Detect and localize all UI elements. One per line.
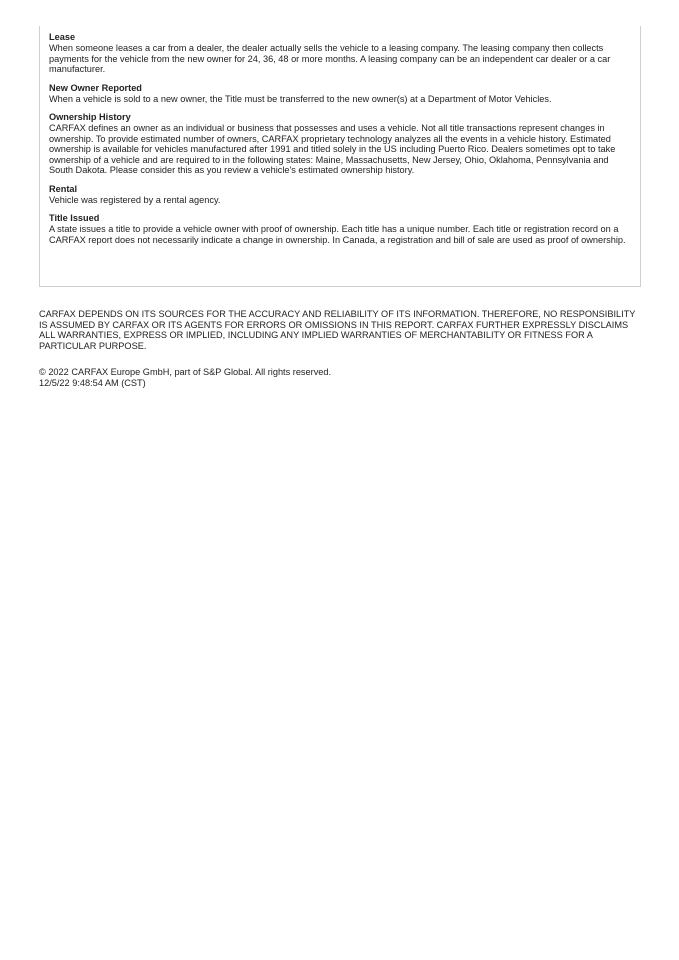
glossary-term-new-owner-reported <box>49 83 632 105</box>
term-definition: When someone leases a car from a dealer, the dealer actually sells the vehicle to a leasing company. The leasing company then collects payments for the vehicle from the new owner for 24, 36, 48 or more months. A leasing company can be an independent car dealer or a car manufacturer. <box>49 43 611 74</box>
term-definition: CARFAX defines an owner as an individual or business that possesses and uses a vehicle. Not all title transactions represent changes in ownership. To provide estimated number of owners, CARFAX proprietary technology analyzes all the events in a vehicle history. Estimated ownership is available for vehicles manufactured after 1991 and titled solely in the US including Puerto Rico. Dealers sometimes opt to take ownership of a vehicle and are required to in the following states: Maine, Massachusetts, New Jersey, Ohio, Oklahoma, Pennsylvania and South Dakota. Please consider this as you review a vehicle's estimated ownership history. <box>49 123 616 175</box>
term-definition: Vehicle was registered by a rental agency. <box>49 194 221 205</box>
report-footer <box>39 367 639 388</box>
glossary-term-rental <box>49 184 632 206</box>
legal-disclaimer: CARFAX DEPENDS ON ITS SOURCES FOR THE ACCURACY AND RELIABILITY OF ITS INFORMATION. THEREFORE, NO RESPONSIBILITY IS ASSUMED BY CARFAX OR ITS AGENTS FOR ERRORS OR OMISSIONS IN THIS REPORT. CARFAX FURTHER EXPRESSLY DISCLAIMS ALL WARRANTIES, EXPRESS OR IMPLIED, INCLUDING ANY IMPLIED WARRANTIES OF MERCHANTABILITY OR FITNESS FOR A PARTICULAR PURPOSE. <box>39 309 636 351</box>
glossary-term-ownership-history <box>49 112 632 176</box>
glossary-term-title-issued <box>49 213 632 245</box>
term-title: Ownership History <box>49 112 131 122</box>
copyright-notice: © 2022 CARFAX Europe GmbH, part of S&P Global. All rights reserved. <box>39 367 332 377</box>
glossary-section <box>39 26 641 287</box>
term-title: Lease <box>49 32 76 42</box>
term-title: Title Issued <box>49 213 100 223</box>
term-title: Rental <box>49 183 78 194</box>
term-definition: A state issues a title to provide a vehicle owner with proof of ownership. Each title has a unique number. Each title or registration record on a CARFAX report does not necessarily indicate a change in ownership. In Canada, a registration and bill of sale are used as proof of ownership. <box>49 224 626 245</box>
report-timestamp: 12/5/22 9:48:54 AM (CST) <box>39 377 146 388</box>
term-title: New Owner Reported <box>49 82 142 93</box>
glossary-term-lease <box>49 32 632 75</box>
term-definition: When a vehicle is sold to a new owner, the Title must be transferred to the new owner(s) at a Department of Motor Vehicles. <box>49 93 552 104</box>
